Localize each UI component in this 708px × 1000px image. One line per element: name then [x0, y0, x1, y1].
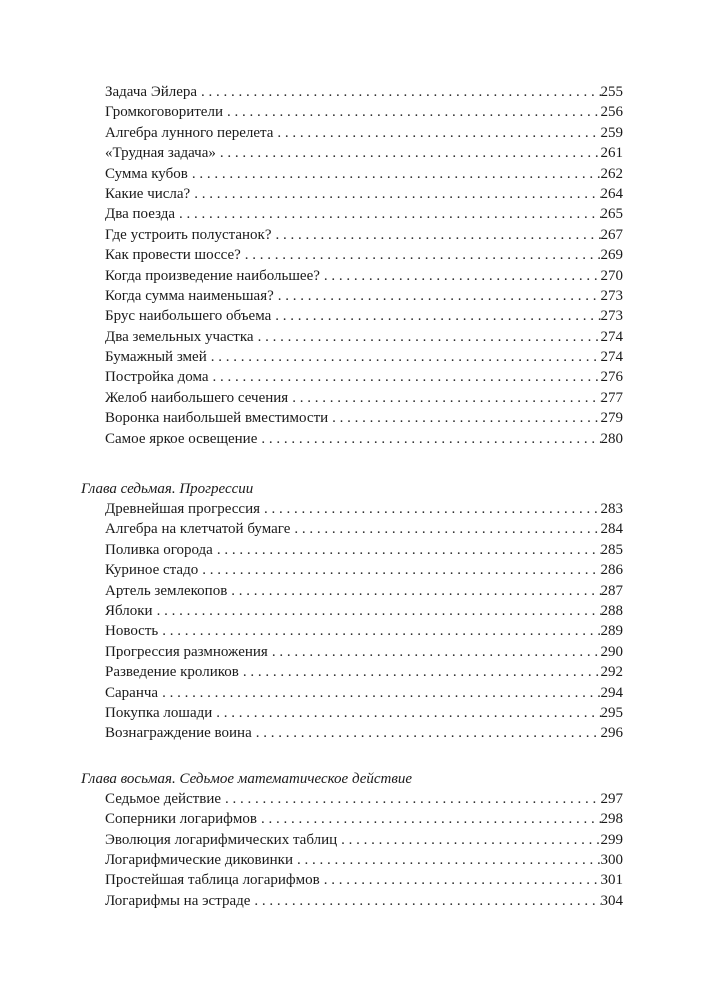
- toc-section-continued: [81, 82, 623, 449]
- dot-leader: [217, 540, 601, 560]
- toc-entry: [105, 703, 623, 723]
- toc-entry: [105, 601, 623, 621]
- toc-entry-page: 274: [600, 328, 623, 345]
- toc-entry-page: 287: [600, 582, 623, 599]
- toc-entry-page: 270: [600, 267, 623, 284]
- toc-entry: [105, 408, 623, 428]
- toc-entry: [105, 367, 623, 387]
- dot-leader: [162, 621, 600, 641]
- toc-entry-page: 274: [600, 349, 623, 366]
- toc-entry: [105, 789, 623, 809]
- toc-entry: [105, 102, 623, 122]
- dot-leader: [256, 723, 601, 743]
- toc-entry-title: Где устроить полустанок?: [105, 226, 272, 243]
- dot-leader: [231, 581, 600, 601]
- toc-entry: [105, 266, 623, 286]
- toc-entry: [105, 225, 623, 245]
- dot-leader: [179, 204, 600, 224]
- toc-entry-title: Разведение кроликов: [105, 664, 239, 681]
- dot-leader: [297, 850, 601, 870]
- toc-entry-title: Желоб наибольшего сечения: [105, 389, 289, 406]
- toc-entry-page: 261: [600, 145, 623, 162]
- dot-leader: [278, 286, 601, 306]
- toc-entry-title: Два земельных участка: [105, 328, 254, 345]
- toc-entry-title: Самое яркое освещение: [105, 430, 258, 447]
- toc-entry-title: Когда сумма наименьшая?: [105, 287, 274, 304]
- dot-leader: [243, 662, 601, 682]
- dot-leader: [324, 870, 601, 890]
- toc-entry-title: Два поезда: [105, 206, 176, 223]
- table-of-contents: [81, 82, 623, 911]
- toc-section-chapter-7: [81, 499, 623, 744]
- dot-leader: [162, 683, 600, 703]
- toc-entry: [105, 347, 623, 367]
- toc-entry-page: 265: [600, 206, 623, 223]
- toc-entry-page: 286: [600, 562, 623, 579]
- toc-entry-page: 283: [600, 501, 623, 518]
- dot-leader: [294, 519, 600, 539]
- dot-leader: [194, 184, 600, 204]
- toc-entry-title: Логарифмические диковинки: [105, 851, 293, 868]
- toc-entry: [105, 499, 623, 519]
- toc-entry-title: Брус наибольшего объема: [105, 308, 272, 325]
- toc-entry: [105, 683, 623, 703]
- toc-entry-page: 300: [600, 851, 623, 868]
- toc-entry-page: 277: [600, 389, 623, 406]
- dot-leader: [332, 408, 600, 428]
- section-spacer: [81, 744, 623, 769]
- toc-entry-page: 290: [600, 643, 623, 660]
- dot-leader: [220, 143, 601, 163]
- toc-entry-title: Задача Эйлера: [105, 84, 198, 100]
- toc-entry-title: Какие числа?: [105, 185, 191, 202]
- toc-entry-title: Покупка лошади: [105, 704, 213, 721]
- toc-entry-page: 259: [600, 124, 623, 141]
- dot-leader: [277, 123, 600, 143]
- toc-entry-page: 299: [600, 831, 623, 848]
- toc-entry-page: 273: [600, 308, 623, 325]
- chapter-heading: Глава восьмая. Седьмое математическое действие: [81, 770, 413, 787]
- toc-entry-title: Воронка наибольшей вместимости: [105, 410, 329, 427]
- dot-leader: [192, 164, 601, 184]
- toc-entry: [105, 662, 623, 682]
- toc-entry: [105, 621, 623, 641]
- section-spacer: [81, 449, 623, 479]
- dot-leader: [324, 266, 601, 286]
- toc-entry: [105, 286, 623, 306]
- toc-entry: [105, 388, 623, 408]
- toc-entry: [105, 642, 623, 662]
- toc-entry: [105, 327, 623, 347]
- dot-leader: [272, 642, 601, 662]
- toc-entry-title: Сумма кубов: [105, 165, 188, 182]
- toc-entry-title: Постройка дома: [105, 369, 209, 386]
- toc-entry-title: Прогрессия размножения: [105, 643, 268, 660]
- toc-entry-page: 304: [600, 892, 623, 909]
- toc-entry: [105, 429, 623, 449]
- toc-entry-page: 256: [600, 104, 623, 121]
- toc-entry: [105, 204, 623, 224]
- toc-entry-title: Соперники логарифмов: [105, 811, 257, 828]
- dot-leader: [264, 499, 601, 519]
- toc-entry-page: 255: [600, 84, 623, 100]
- toc-entry: [105, 830, 623, 850]
- toc-entry: [105, 870, 623, 890]
- toc-entry-title: Когда произведение наибольшее?: [105, 267, 320, 284]
- toc-entry: [105, 850, 623, 870]
- toc-entry-title: Вознаграждение воина: [105, 725, 252, 742]
- toc-entry-page: 289: [600, 623, 623, 640]
- toc-entry: [105, 143, 623, 163]
- toc-entry-page: 276: [600, 369, 623, 386]
- toc-entry-title: Новость: [105, 623, 159, 640]
- toc-entry-page: 284: [600, 521, 623, 538]
- toc-entry-title: Древнейшая прогрессия: [105, 501, 260, 518]
- toc-entry: [105, 164, 623, 184]
- toc-entry-title: Логарифмы на эстраде: [105, 892, 251, 909]
- toc-entry-title: Седьмое действие: [105, 790, 222, 807]
- toc-entry-title: Бумажный змей: [105, 349, 207, 366]
- dot-leader: [258, 327, 601, 347]
- toc-entry-page: 298: [600, 811, 623, 828]
- toc-entry: [105, 82, 623, 102]
- toc-entry: [105, 245, 623, 265]
- toc-entry-title: Артель землекопов: [105, 582, 228, 599]
- dot-leader: [227, 102, 601, 122]
- toc-entry-page: 288: [600, 602, 623, 619]
- toc-entry: [105, 519, 623, 539]
- toc-entry: [105, 184, 623, 204]
- toc-entry-page: 294: [600, 684, 623, 701]
- toc-entry-page: 285: [600, 541, 623, 558]
- toc-entry-page: 296: [600, 725, 623, 742]
- toc-entry-title: Алгебра на клетчатой бумаге: [105, 521, 291, 538]
- toc-entry-page: 295: [600, 704, 623, 721]
- dot-leader: [292, 388, 600, 408]
- toc-entry-page: 267: [600, 226, 623, 243]
- toc-entry-title: Саранча: [105, 684, 159, 701]
- dot-leader: [341, 830, 600, 850]
- toc-entry-page: 262: [600, 165, 623, 182]
- toc-entry-title: Яблоки: [105, 602, 153, 619]
- toc-entry: [105, 123, 623, 143]
- dot-leader: [261, 809, 601, 829]
- toc-entry-page: 297: [600, 790, 623, 807]
- dot-leader: [245, 245, 601, 265]
- chapter-heading: Глава седьмая. Прогрессии: [81, 481, 254, 498]
- dot-leader: [261, 429, 600, 449]
- dot-leader: [202, 560, 600, 580]
- dot-leader: [216, 703, 600, 723]
- dot-leader: [254, 891, 600, 911]
- dot-leader: [225, 789, 600, 809]
- toc-section-chapter-8: [81, 789, 623, 911]
- toc-entry-title: Куриное стадо: [105, 562, 199, 579]
- toc-entry-title: «Трудная задача»: [105, 145, 216, 162]
- toc-entry: [105, 891, 623, 911]
- dot-leader: [201, 82, 600, 102]
- toc-entry-page: 279: [600, 410, 623, 427]
- toc-entry-title: Как провести шоссе?: [105, 247, 241, 264]
- toc-entry-page: 273: [600, 287, 623, 304]
- toc-entry: [105, 560, 623, 580]
- toc-entry: [105, 306, 623, 326]
- toc-entry-title: Громкоговорители: [105, 104, 223, 121]
- toc-entry-title: Простейшая таблица логарифмов: [105, 872, 320, 889]
- dot-leader: [211, 347, 601, 367]
- toc-entry-page: 280: [600, 430, 623, 447]
- toc-entry: [105, 723, 623, 743]
- toc-entry-page: 301: [600, 872, 623, 889]
- toc-entry-title: Поливка огорода: [105, 541, 213, 558]
- toc-entry: [105, 540, 623, 560]
- toc-entry: [105, 581, 623, 601]
- dot-leader: [276, 225, 601, 245]
- toc-entry-page: 264: [600, 185, 623, 202]
- dot-leader: [157, 601, 601, 621]
- toc-entry: [105, 809, 623, 829]
- dot-leader: [275, 306, 600, 326]
- dot-leader: [213, 367, 601, 387]
- toc-entry-title: Эволюция логарифмических таблиц: [105, 831, 338, 848]
- toc-entry-page: 292: [600, 664, 623, 681]
- toc-entry-page: 269: [600, 247, 623, 264]
- toc-entry-title: Алгебра лунного перелета: [105, 124, 274, 141]
